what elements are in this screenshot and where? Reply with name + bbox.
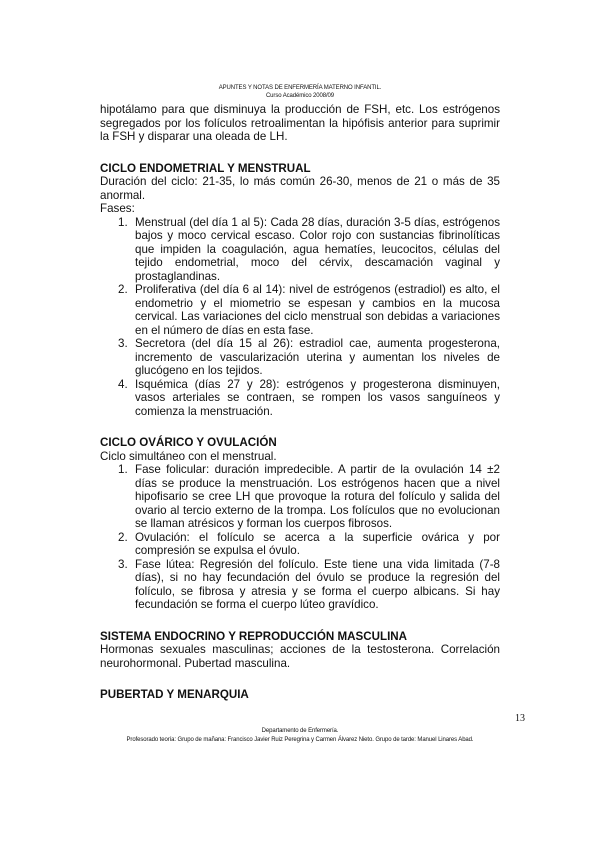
running-header: [0, 84, 600, 100]
list-item: [100, 463, 500, 531]
section-heading: SISTEMA ENDOCRINO Y REPRODUCCIÓN MASCULINA: [100, 629, 408, 643]
section-paragraph: Hormonas sexuales masculinas; acciones de la testosterona. Correlación neurohormonal. Pubertad masculina.: [100, 643, 500, 670]
list-item-text: Secretora (del día 15 al 26): estradiol cae, aumenta progesterona, incremento de vascularización uterina y aumentan los niveles de glucógeno en los tejidos.: [135, 337, 500, 377]
list-item: [100, 378, 500, 419]
page-number: 13: [515, 713, 525, 724]
list-item: [100, 337, 500, 378]
section-paragraph: Duración del ciclo: 21-35, lo más común 26-30, menos de 21 o más de 35 anormal.: [100, 175, 500, 202]
section-paragraph: Ciclo simultáneo con el menstrual.: [100, 449, 277, 463]
list-item-number: 1.: [118, 215, 128, 229]
section-heading: CICLO ENDOMETRIAL Y MENSTRUAL: [100, 161, 311, 175]
numbered-list: [100, 463, 500, 612]
list-item-text: Proliferativa (del día 6 al 14): nivel de estrógenos (estradiol) es alto, el endometrio y el miometrio se espesan y cambios en la mucosa cervical. Las variaciones del ciclo menstrual son debidas a variaciones en el número de días en esta fase.: [135, 283, 500, 337]
body-content: [100, 103, 500, 702]
list-item-number: 2.: [118, 283, 128, 296]
list-item-number: 3.: [118, 557, 128, 571]
header-course-year: Curso Académico 2008/09: [265, 93, 335, 99]
list-item-text: Menstrual (del día 1 al 5): Cada 28 días, duración 3-5 días, estrógenos bajos y moco cervical escaso. Color rojo con sustancias fibrinolíticas que impiden la coagulación, agua hematíes, leucocitos, células del tejido endometrial, moco del cérvix, descamación vaginal y prostaglandinas.: [135, 215, 500, 283]
list-item: [100, 531, 500, 558]
list-item-text: Fase lútea: Regresión del folículo. Este tiene una vida limitada (7-8 días), si no hay fecundación del óvulo se produce la regresión del folículo, se fibrosa y atresia y se forma el cuerpo albicans. Si hay fecundación se forma el cuerpo lúteo gravídico.: [135, 557, 500, 611]
section-heading: CICLO OVÁRICO Y OVULACIÓN: [100, 436, 277, 449]
list-item-number: 1.: [118, 463, 128, 476]
list-item-text: Isquémica (días 27 y 28): estrógenos y progesterona disminuyen, vasos arteriales se contraen, se rompen los vasos sanguíneos y comienza la menstruación.: [135, 377, 500, 418]
list-item: [100, 283, 500, 337]
numbered-list: [100, 216, 500, 419]
list-item: [100, 558, 500, 612]
list-item-text: Fase folicular: duración impredecible. A partir de la ovulación 14 ±2 días se produce la menstruación. Los estrógenos hacen que a nivel hipofisario se cree LH que provoque la rotura del folículo y salida del ovario al tercio externo de la trompa. Los folículos que no evolucionan se llaman atrésicos y forman los cuerpos fibrosos.: [135, 463, 500, 530]
list-item: [100, 216, 500, 284]
section-paragraph: Fases:: [100, 202, 135, 215]
section-heading: PUBERTAD Y MENARQUIA: [100, 688, 249, 701]
header-title: APUNTES Y NOTAS DE ENFERMERÍA MATERNO INFANTIL.: [218, 85, 382, 91]
footer-department: Departamento de Enfermería.: [261, 728, 339, 734]
footer-faculty: Profesorado teoría: Grupo de mañana: Francisco Javier Ruiz Peregrina y Carmen Álvarez Nieto. Grupo de tarde: Manuel Linares Abad.: [126, 737, 474, 743]
running-footer: [0, 727, 600, 745]
list-item-number: 4.: [118, 377, 128, 391]
intro-paragraph: hipotálamo para que disminuya la producción de FSH, etc. Los estrógenos segregados por los folículos retroalimentan la hipófisis anterior para suprimir la FSH y disparar una oleada de LH.: [100, 103, 500, 143]
list-item-number: 3.: [118, 337, 128, 350]
list-item-number: 2.: [118, 530, 128, 544]
list-item-text: Ovulación: el folículo se acerca a la superficie ovárica y por compresión se expulsa el óvulo.: [135, 530, 500, 557]
